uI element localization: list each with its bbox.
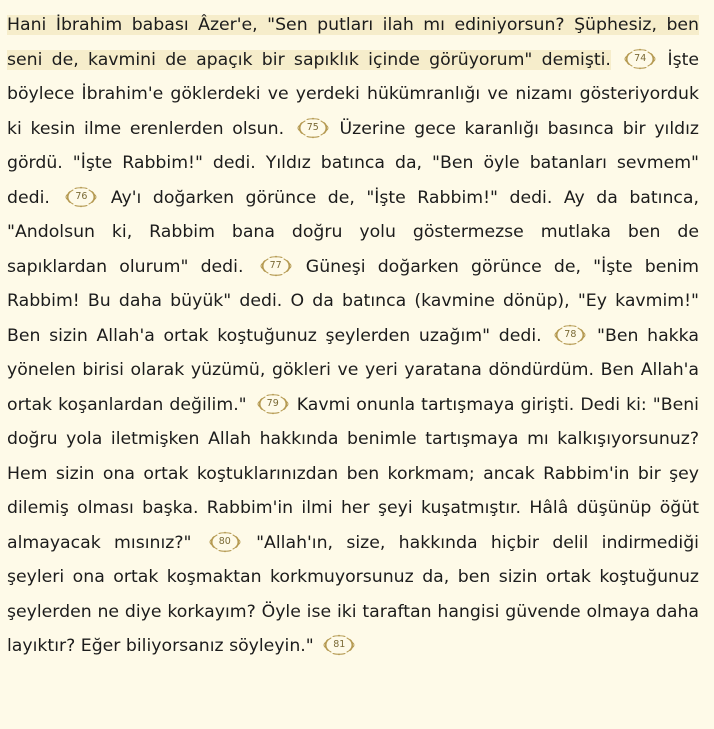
verse-text: Hani İbrahim babası Âzer'e, "Sen putları ilah mı ediniyorsun? Şüphesiz, ben seni de, kavmini de apaçık bir sapıklık içinde görüyorum" demişti. — [7, 15, 699, 70]
verse-text: Ay'ı doğarken görünce de, "İşte Rabbim!" dedi. Ay da batınca, "Andolsun ki, Rabbim bana doğru yolu göstermezse mutlaka ben de sapıklardan olurum" dedi. — [7, 187, 699, 277]
verse-text: Kavmi onunla tartışmaya girişti. Dedi ki: "Beni doğru yola iletmişken Allah hakkında benimle tartışmaya mı kalkışıyorsunuz? Hem sizin ona ortak koştuklarınızdan ben korkmam; ancak Rabbim'in bir şey dilemiş olması başka. Rabbim'in ilmi her şeyi kuşatmıştır. Hâlâ düşünüp öğüt almayacak mısınız?" — [7, 394, 699, 553]
verse-number-marker[interactable] — [553, 324, 587, 346]
verse-number: 79 — [266, 397, 279, 409]
verse-text: "Ben hakka yönelen birisi olarak yüzümü, gökleri ve yeri yaratana döndürdüm. Ben Allah'a ortak koşanlardan değilim." — [7, 325, 699, 415]
verse-number: 77 — [269, 259, 282, 271]
verse-number-marker[interactable] — [322, 634, 356, 656]
verse-text: Üzerine gece karanlığı basınca bir yıldız gördü. "İşte Rabbim!" dedi. Yıldız batınca da, "Ben öyle batanları sevmem" dedi. — [7, 118, 699, 208]
verse-number: 80 — [218, 535, 231, 547]
verse-text: İşte böylece İbrahim'e göklerdeki ve yerdeki hükümranlığı ve nizamı gösteriyorduk ki kesin ilme erenlerden olsun. — [7, 49, 700, 139]
verse-number-marker[interactable] — [208, 531, 242, 553]
verse-number: 74 — [634, 52, 647, 64]
verse-passage — [7, 8, 699, 664]
verse-number: 81 — [333, 639, 346, 650]
verse-number-marker[interactable] — [623, 48, 657, 70]
verse-number-marker[interactable] — [64, 186, 98, 208]
verse-number-marker[interactable] — [259, 255, 293, 277]
verse-number: 76 — [75, 190, 88, 202]
verse-number-marker[interactable] — [296, 117, 330, 139]
verse-text: Güneşi doğarken görünce de, "İşte benim Rabbim! Bu daha büyük" dedi. O da batınca (kavmine dönüp), "Ey kavmim!" Ben sizin Allah'a ortak koştuğunuz şeylerden uzağım" dedi. — [7, 256, 699, 346]
verse-number: 78 — [564, 328, 577, 340]
verse-number: 75 — [306, 121, 319, 133]
verse-number-marker[interactable] — [256, 393, 290, 415]
verse-text: "Allah'ın, size, hakkında hiçbir delil indirmediği şeyleri ona ortak koşmaktan korkmuyorsunuz da, ben sizin ortak koştuğunuz şeylerden ne diye korkayım? Öyle ise iki taraftan hangisi güvende olmaya daha layıktır? Eğer biliyorsanız söyleyin." — [7, 532, 699, 656]
